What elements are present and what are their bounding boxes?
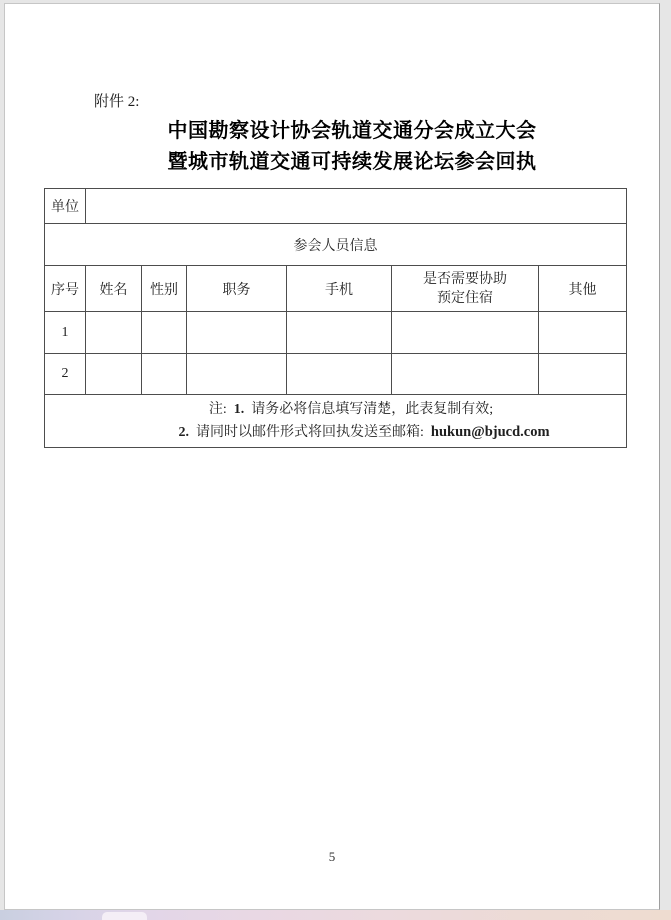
note-label: 注: [208, 401, 227, 417]
unit-label-cell: 单位 [45, 189, 86, 224]
note-1-number: 1. [233, 401, 245, 417]
empty-input-cell[interactable] [86, 354, 142, 395]
row-index-cell: 2 [45, 354, 86, 395]
column-header-gender: 性别 [142, 266, 187, 312]
unit-row [45, 189, 627, 224]
unit-value-cell[interactable] [86, 189, 627, 224]
document-page [4, 3, 660, 910]
title-line-1: 中国勘察设计协会轨道交通分会成立大会 [167, 120, 537, 142]
title-line-2: 暨城市轨道交通可持续发展论坛参会回执 [167, 151, 537, 173]
empty-input-cell[interactable] [392, 312, 539, 354]
document-title [43, 116, 661, 178]
empty-input-cell[interactable] [86, 312, 142, 354]
note-line-2 [45, 421, 626, 444]
page-number: 5 [328, 849, 336, 864]
note-2-text: 请同时以邮件形式将回执发送至邮箱: [196, 424, 424, 440]
empty-input-cell[interactable] [539, 354, 627, 395]
empty-input-cell[interactable] [287, 354, 392, 395]
column-header-row [45, 266, 627, 312]
row-index-cell: 1 [45, 312, 86, 354]
reply-form-table [44, 188, 627, 448]
note-1-text: 请务必将信息填写清楚，此表复制有效; [251, 401, 494, 417]
column-header-assist-lodging: 是否需要协助预定住宿 [392, 266, 539, 312]
empty-input-cell[interactable] [142, 312, 187, 354]
column-header-position: 职务 [187, 266, 287, 312]
column-header-mobile: 手机 [287, 266, 392, 312]
empty-input-cell[interactable] [287, 312, 392, 354]
note-2-number: 2. [178, 424, 189, 440]
column-header-index: 序号 [45, 266, 86, 312]
table-row [45, 354, 627, 395]
column-header-other: 其他 [539, 266, 627, 312]
empty-input-cell[interactable] [187, 354, 287, 395]
table-row [45, 312, 627, 354]
section-header-cell: 参会人员信息 [45, 224, 627, 266]
empty-input-cell[interactable] [539, 312, 627, 354]
taskbar-strip [0, 910, 671, 920]
empty-input-cell[interactable] [392, 354, 539, 395]
empty-input-cell[interactable] [142, 354, 187, 395]
empty-input-cell[interactable] [187, 312, 287, 354]
taskbar-button[interactable] [102, 912, 147, 920]
section-header-row [45, 224, 627, 266]
column-header-name: 姓名 [86, 266, 142, 312]
attachment-label: 附件 2: [94, 94, 140, 110]
notes-cell [45, 395, 627, 448]
notes-row [45, 395, 627, 448]
note-2-email: hukun@bjucd.com [430, 423, 550, 440]
note-line-1 [45, 399, 626, 421]
